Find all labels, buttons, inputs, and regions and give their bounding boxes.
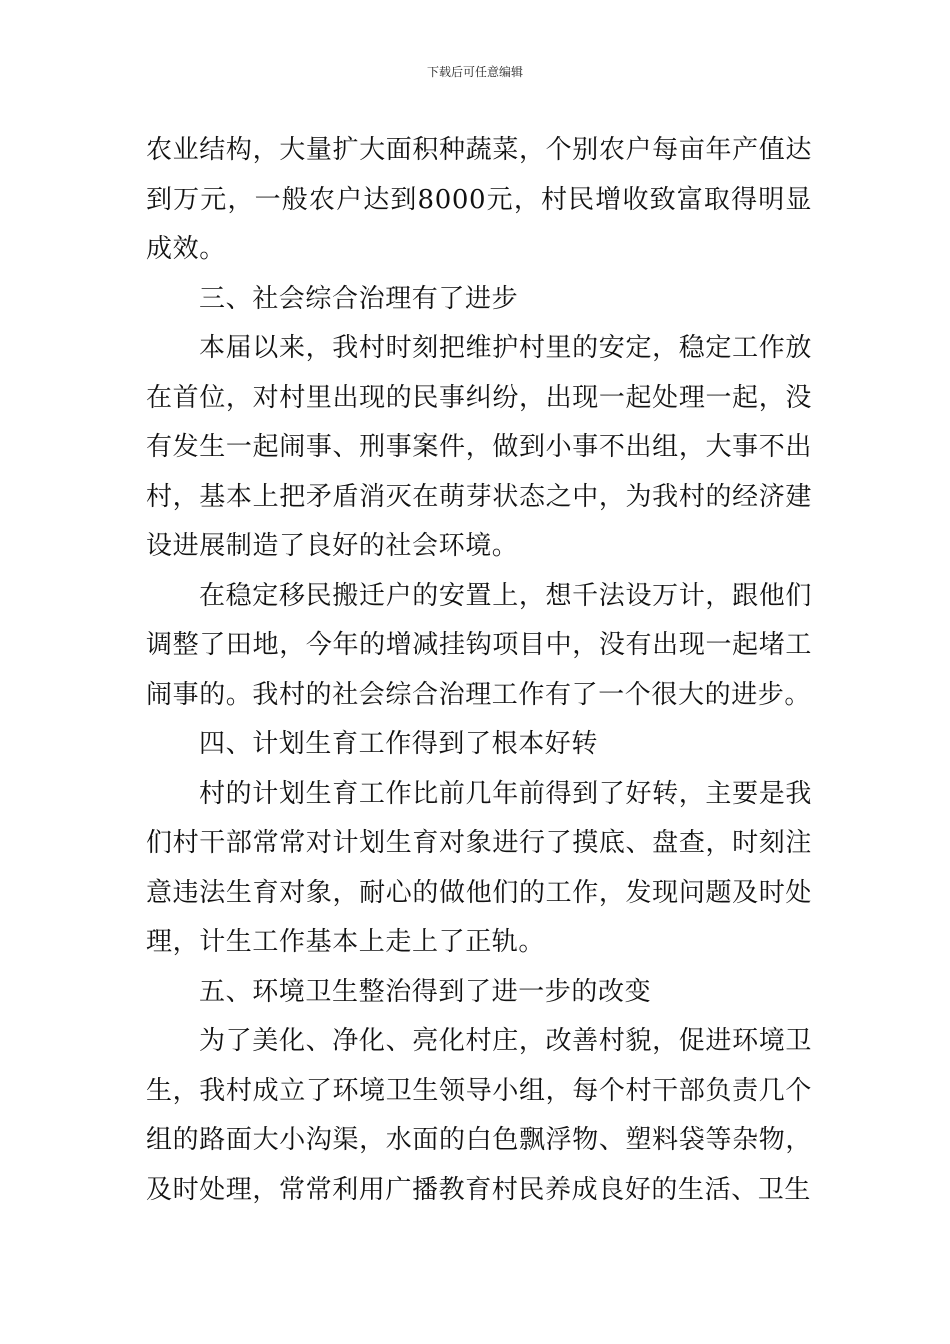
section-heading-5: 五、环境卫生整治得到了进一步的改变 [199,976,652,1007]
paragraph: 本届以来，我村时刻把维护村里的安定，稳定工作放在首位，对村里出现的民事纠纷，出现一起处理一起，没有发生一起闹事、刑事案件，做到小事不出组，大事不出村，基本上把矛盾消灭在萌芽状态之中，为我村的经济建设进展制造了良好的社会环境。 [146,333,812,561]
document-body [146,126,812,1215]
page-header: 下载后可任意编辑 [426,65,523,79]
section-heading-4: 四、计划生育工作得到了根本好转 [199,729,599,759]
paragraph: 村的计划生育工作比前几年前得到了好转，主要是我们村干部常常对计划生育对象进行了摸底、盘查，时刻注意违法生育对象，耐心的做他们的工作，发现问题及时处理，计生工作基本上走上了正轨。 [146,778,812,957]
paragraph: 在稳定移民搬迁户的安置上，想千法设万计，跟他们调整了田地，今年的增减挂钩项目中，没有出现一起堵工闹事的。我村的社会综合治理工作有了一个很大的进步。 [146,580,812,710]
section-heading-3: 三、社会综合治理有了进步 [199,283,519,314]
paragraph-continuation: 农业结构，大量扩大面积种蔬菜，个别农户每亩年产值达到万元，一般农户达到8000元，村民增收致富取得明显成效。 [146,135,812,264]
paragraph: 为了美化、净化、亮化村庄，改善村貌，促进环境卫生，我村成立了环境卫生领导小组，每个村干部负责几个组的路面大小沟渠，水面的白色飘浮物、塑料袋等杂物，及时处理，常常利用广播教育村民养成良好的生活、卫生 [146,1026,812,1205]
